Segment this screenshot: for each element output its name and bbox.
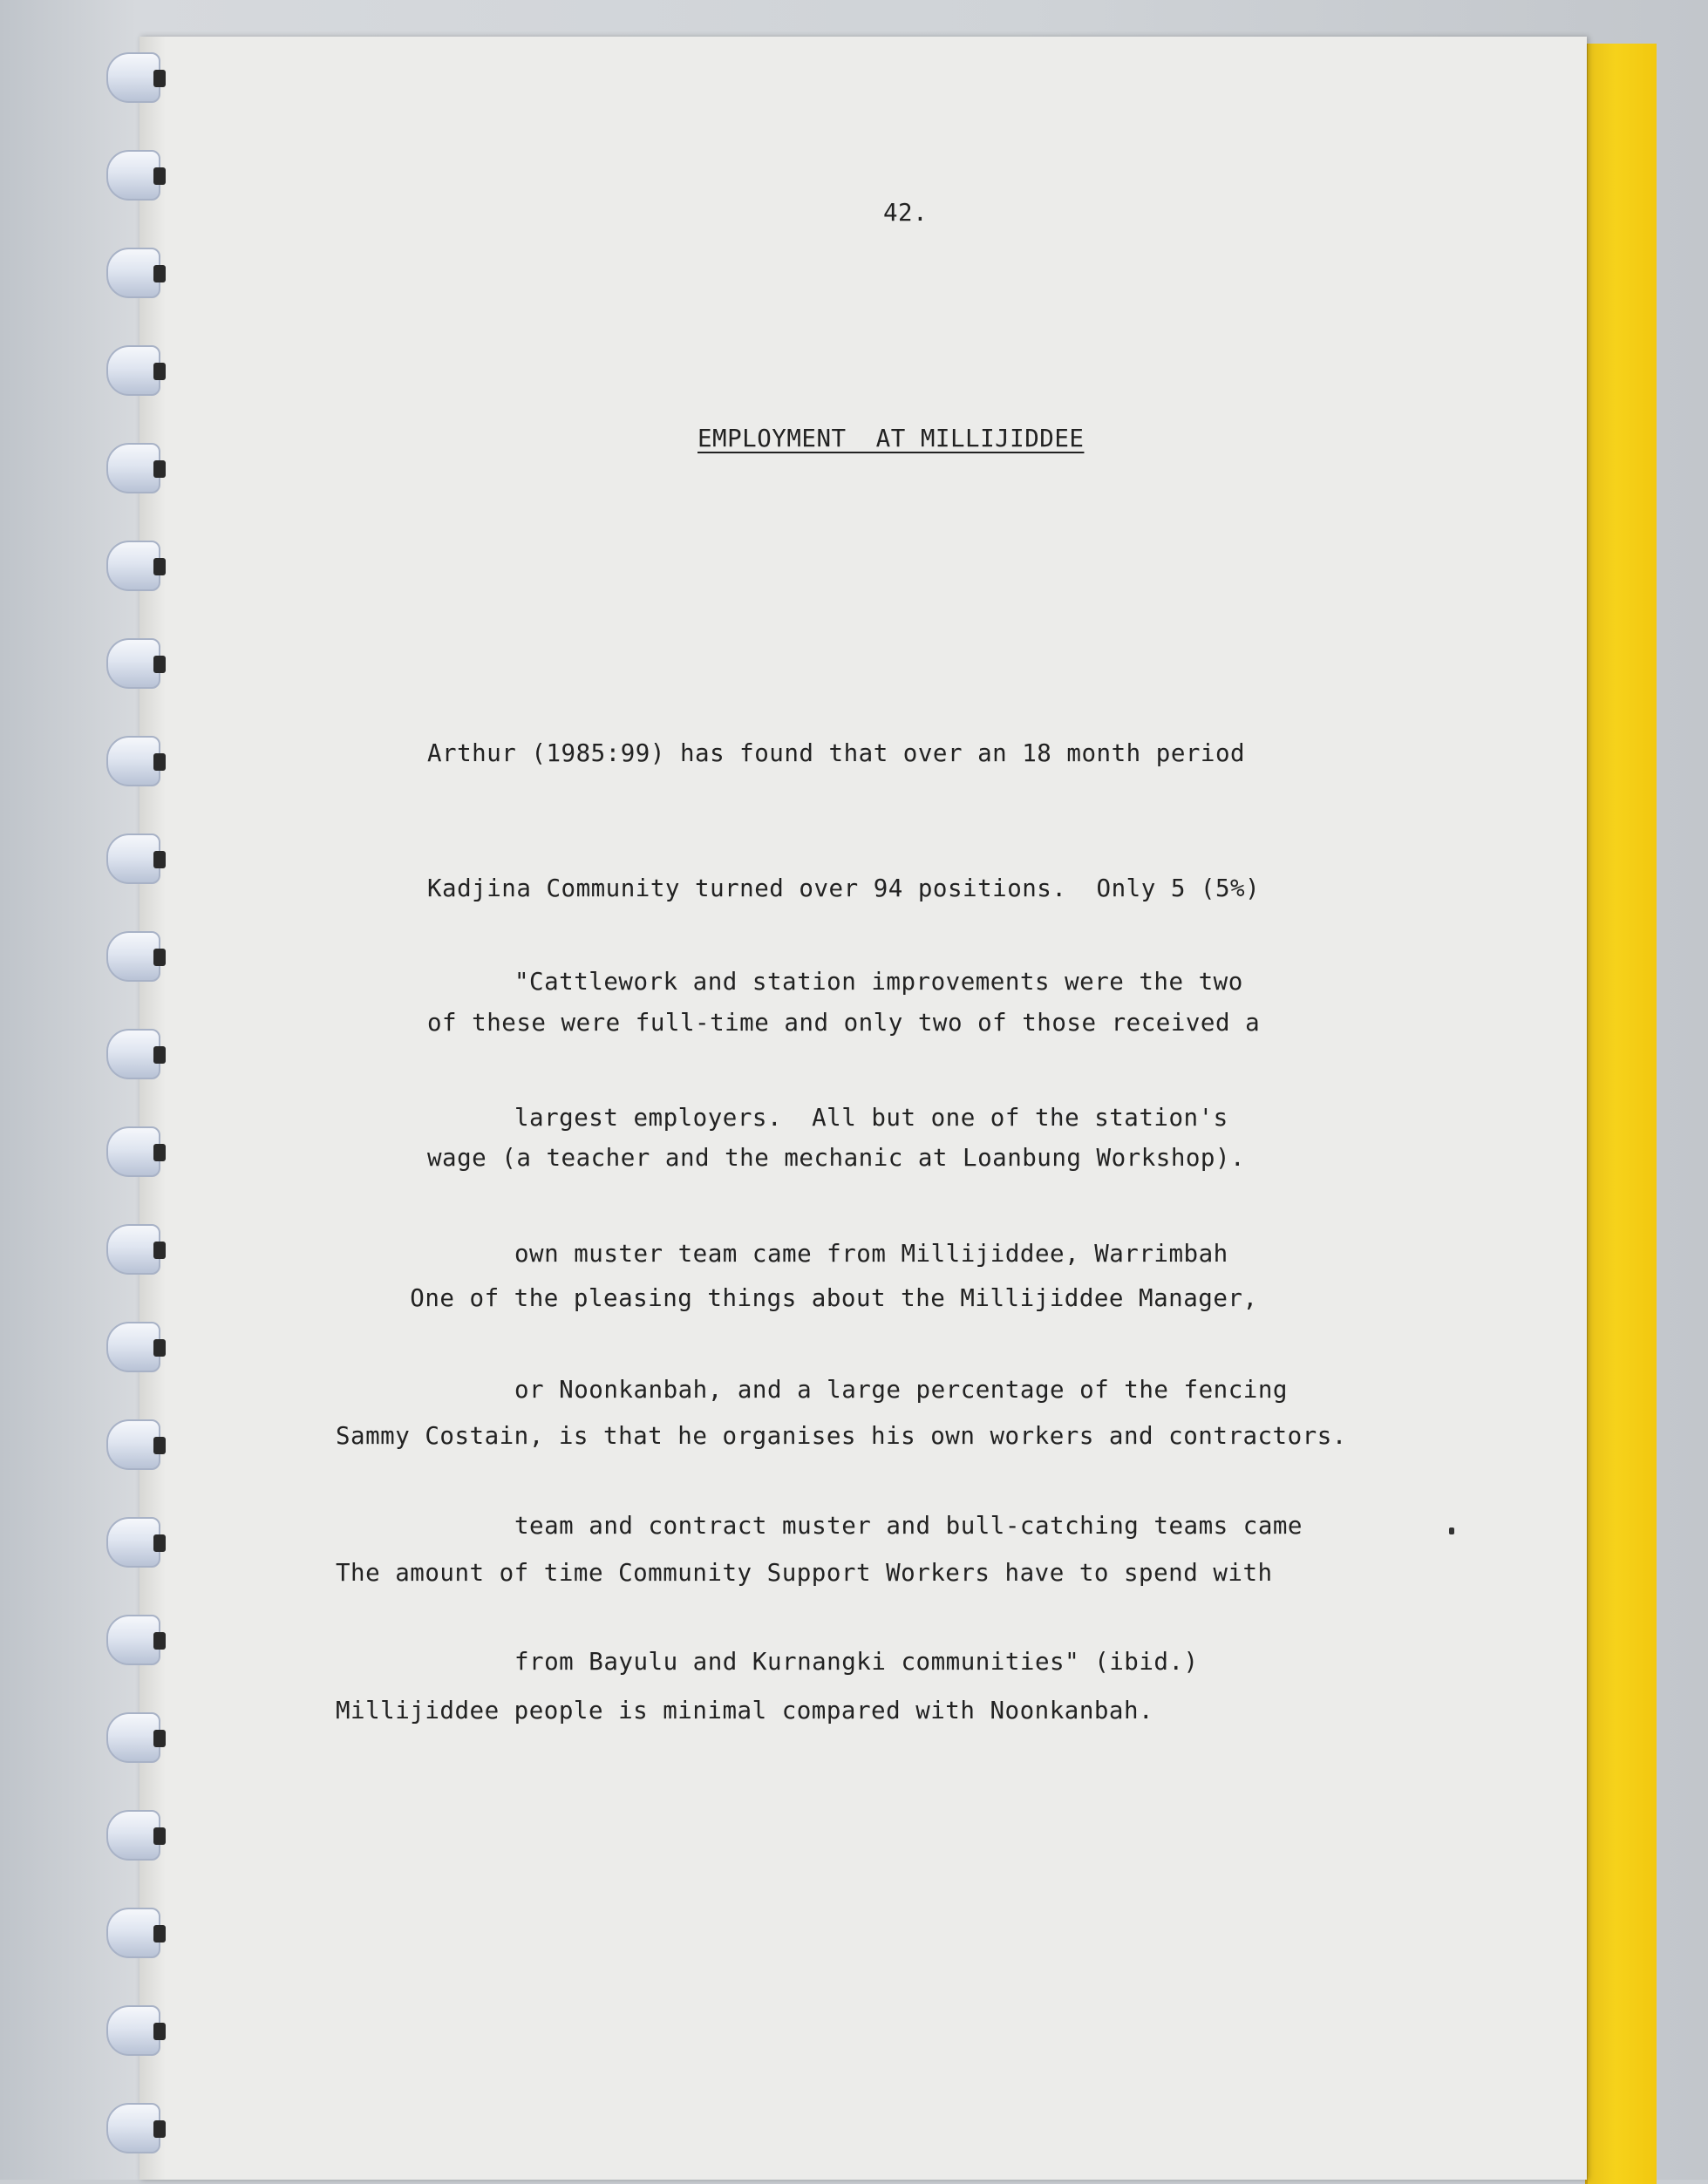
- paragraph-2-line: Sammy Costain, is that he organises his own workers and contractors.: [336, 1421, 1347, 1450]
- binding-ring: [106, 1029, 160, 1079]
- quote-line: or Noonkanbah, and a large percentage of the fencing: [514, 1376, 1288, 1404]
- paragraph-2-line: The amount of time Community Support Workers have to spend with: [336, 1559, 1273, 1587]
- quote-line: "Cattlework and station improvements were the two: [514, 968, 1243, 996]
- binding-ring: [106, 1517, 160, 1568]
- binding-ring: [106, 541, 160, 591]
- binding-ring: [106, 638, 160, 689]
- binding-ring: [106, 1419, 160, 1470]
- paragraph-1-line: of these were full-time and only two of those received a: [427, 1009, 1261, 1037]
- paragraph-1-line: Kadjina Community turned over 94 positions. Only 5 (5%): [427, 874, 1261, 902]
- binding-ring: [106, 1908, 160, 1958]
- page-number: 42.: [883, 199, 929, 227]
- binding-ring: [106, 52, 160, 103]
- page-heading: EMPLOYMENT AT MILLIJIDDEE: [697, 425, 1085, 452]
- document-page: [139, 37, 1587, 2180]
- binding-ring: [106, 150, 160, 201]
- paragraph-2-line: Millijiddee people is minimal compared with Noonkanbah.: [336, 1696, 1154, 1725]
- paragraph-1-line: Arthur (1985:99) has found that over an 18 month period: [427, 739, 1246, 767]
- binding-ring: [106, 345, 160, 396]
- quote-line: from Bayulu and Kurnangki communities" (ibid.): [514, 1648, 1199, 1676]
- binding-ring: [106, 833, 160, 884]
- binding-ring: [106, 1712, 160, 1763]
- paragraph-2-line: One of the pleasing things about the Millijiddee Manager,: [336, 1284, 1258, 1312]
- yellow-cover-edge: [1585, 44, 1657, 2184]
- speck-mark: [1449, 1527, 1454, 1534]
- quote-line: largest employers. All but one of the station's: [514, 1104, 1228, 1132]
- quote-line: own muster team came from Millijiddee, Warrimbah: [514, 1240, 1228, 1268]
- paragraph-1-line: wage (a teacher and the mechanic at Loanbung Workshop).: [427, 1143, 1246, 1172]
- binding-ring: [106, 736, 160, 786]
- binding-ring: [106, 1810, 160, 1861]
- paragraph-2: [336, 1184, 1347, 1825]
- binding-ring: [106, 1126, 160, 1177]
- binding-ring: [106, 1322, 160, 1372]
- binding-ring: [106, 1615, 160, 1665]
- binding-ring: [106, 1224, 160, 1275]
- comb-binding: [98, 52, 167, 2180]
- binding-ring: [106, 2103, 160, 2153]
- binding-ring: [106, 2005, 160, 2056]
- binding-ring: [106, 248, 160, 298]
- binding-ring: [106, 931, 160, 982]
- quote-line: team and contract muster and bull-catching teams came: [514, 1512, 1303, 1540]
- binding-ring: [106, 443, 160, 493]
